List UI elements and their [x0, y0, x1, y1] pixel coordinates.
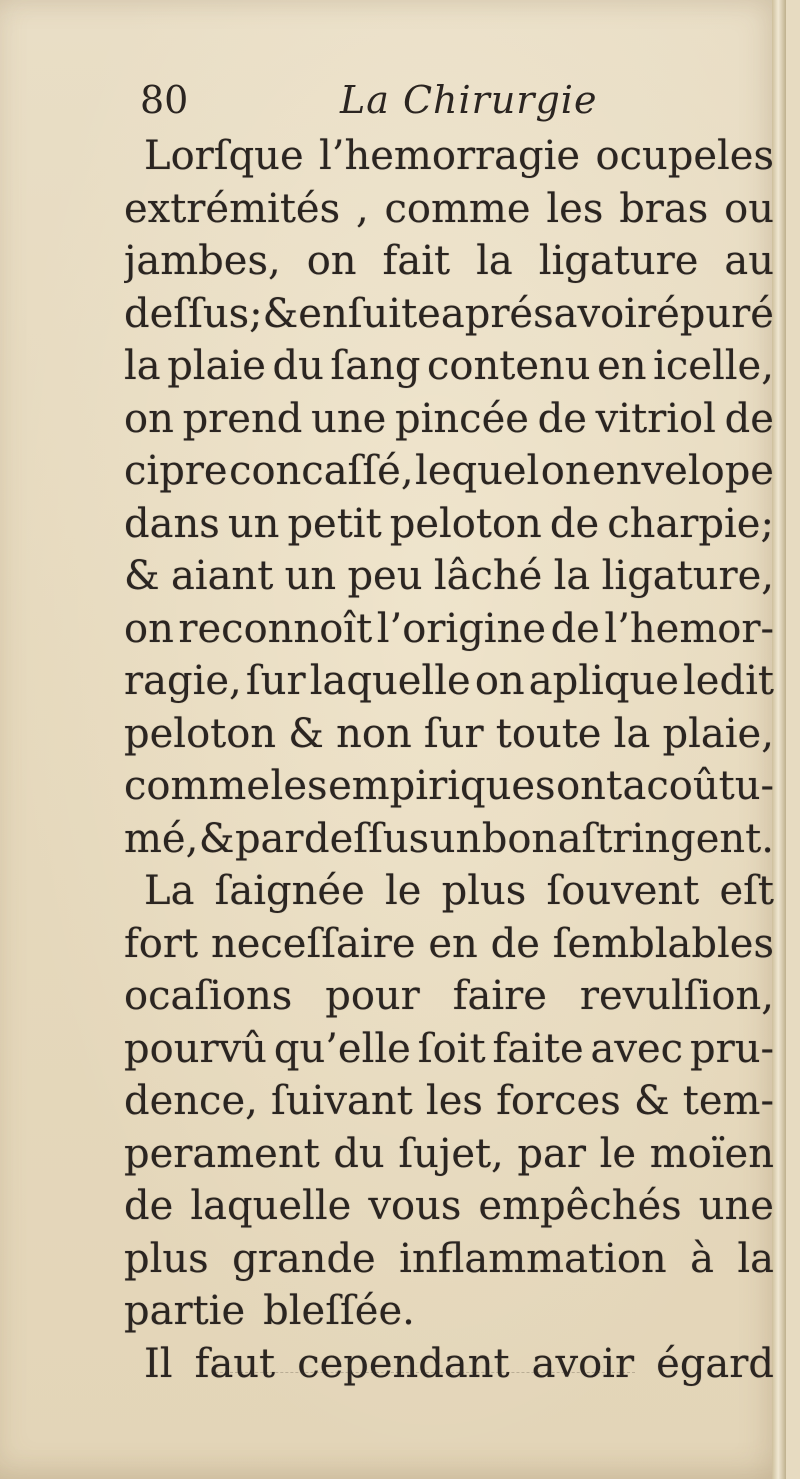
word: petit [287, 500, 382, 547]
word: tem- [682, 1078, 774, 1124]
word: avoir [531, 1340, 635, 1387]
word: de [724, 395, 774, 442]
word: une [311, 395, 387, 442]
word: deſſus; [124, 290, 263, 337]
word: deſſus [304, 815, 430, 862]
word: du [272, 343, 324, 389]
word: enſuite [298, 290, 441, 337]
word: on [474, 658, 525, 704]
paragraph [124, 130, 774, 865]
word: pru- [689, 1025, 774, 1072]
word: neceſſaire [210, 920, 416, 967]
word: charpie; [607, 500, 774, 547]
word: ſemblables [552, 920, 774, 967]
word: ſang [330, 343, 421, 389]
word: on [306, 238, 357, 284]
word: extrémités [124, 185, 341, 232]
word: un [284, 553, 337, 599]
word: concaſſé, [229, 448, 414, 494]
text-line [124, 865, 774, 918]
word: jambes, [124, 238, 281, 284]
word: par [517, 1130, 586, 1177]
text-line [124, 760, 774, 813]
text-line [124, 340, 774, 393]
word: vous [368, 1183, 462, 1229]
word: plus [124, 1235, 209, 1282]
word: de [124, 1183, 174, 1229]
word: la [613, 710, 651, 757]
page-edge [772, 0, 786, 1479]
text-line [124, 1180, 774, 1233]
word: faire [452, 973, 547, 1019]
text-line [124, 970, 774, 1023]
text-line [124, 1075, 774, 1128]
word: ligature, [601, 553, 774, 599]
word: en [597, 343, 647, 389]
word: la [737, 1235, 774, 1282]
word: l’hemorragie [318, 133, 581, 179]
word: ſaignée [214, 868, 365, 914]
text-line [124, 1285, 774, 1338]
word: dence, [124, 1078, 258, 1124]
body-text [124, 130, 774, 1390]
word: ocaſions [124, 973, 293, 1019]
word: du [333, 1130, 385, 1177]
word: & [288, 710, 324, 757]
word: Lorſque [144, 133, 304, 179]
word: aplique [528, 658, 679, 704]
word: de [490, 920, 540, 967]
text-line [124, 1128, 774, 1181]
word: pincée [395, 395, 529, 442]
word: l’origine [376, 605, 547, 652]
word: plus [441, 868, 527, 914]
word: avec [590, 1025, 684, 1072]
text-line [124, 550, 774, 603]
word: pour [325, 973, 420, 1019]
word: prend [182, 395, 303, 442]
word: ocupeles [595, 133, 774, 179]
word: , [355, 185, 369, 232]
word: cependant [297, 1340, 510, 1387]
word: toute [495, 710, 602, 757]
word: fort [124, 920, 199, 967]
word: peloton [389, 500, 542, 547]
word: faite [492, 1025, 584, 1072]
word: lequel [415, 448, 540, 494]
paragraph [124, 865, 774, 1338]
word: de [550, 605, 600, 652]
word: aprés [440, 290, 554, 337]
word: ſouvent [546, 868, 700, 914]
word: & [633, 1078, 670, 1124]
word: & [198, 815, 235, 862]
text-line [124, 498, 774, 551]
word: comme [384, 185, 531, 232]
word: un [227, 500, 280, 547]
word: au [724, 238, 774, 284]
word: un [429, 815, 482, 862]
word: bleſſée. [263, 1288, 415, 1334]
catchword-rule [215, 1372, 635, 1377]
word: acoûtu- [622, 763, 774, 809]
word: les [425, 1078, 483, 1124]
word: eſt [719, 868, 774, 914]
word: une [698, 1183, 774, 1229]
word: forces [496, 1078, 621, 1124]
word: on [540, 448, 591, 494]
word: plaie, [662, 710, 774, 757]
word: empiriques [328, 763, 556, 809]
word: reconnoît [178, 605, 373, 652]
word: la [553, 553, 591, 599]
word: fait [382, 238, 451, 284]
word: cipre [124, 448, 228, 494]
word: lâché [433, 553, 543, 599]
word: ligature [538, 238, 699, 284]
word: ſur [423, 710, 484, 757]
text-line [124, 393, 774, 446]
word: peloton [124, 710, 277, 757]
text-line [124, 130, 774, 183]
word: de [537, 395, 587, 442]
text-line [124, 918, 774, 971]
word: plaie [167, 343, 266, 389]
word: on [124, 395, 174, 442]
word: l’hemor- [604, 605, 774, 652]
word: égard [656, 1340, 774, 1387]
text-line [124, 813, 774, 866]
word: icelle, [653, 343, 774, 389]
word: ragie, [124, 658, 242, 704]
text-line [124, 1338, 774, 1391]
word: non [336, 710, 412, 757]
word: vitriol [595, 395, 716, 442]
page-header [140, 74, 760, 126]
word: ſujet, [398, 1130, 504, 1177]
text-line [124, 288, 774, 341]
word: comme [124, 763, 271, 809]
word: par [234, 815, 304, 862]
word: avoir [553, 290, 657, 337]
word: & [124, 553, 160, 599]
text-line [124, 708, 774, 761]
word: épuré [656, 290, 774, 337]
text-line [124, 655, 774, 708]
word: la [124, 343, 161, 389]
word: mé, [124, 815, 199, 862]
word: laquelle [309, 658, 471, 704]
word: la [476, 238, 513, 284]
word: ſuivant [271, 1078, 413, 1124]
word: ſur [245, 658, 306, 704]
word: ont [556, 763, 623, 809]
word: & [262, 290, 299, 337]
word: revulſion, [579, 973, 774, 1019]
word: inflammation [399, 1235, 667, 1282]
word: les [546, 185, 604, 232]
word: en [428, 920, 478, 967]
word: aiant [170, 553, 274, 599]
word: on [124, 605, 174, 652]
page-number: 80 [140, 78, 189, 122]
text-line [124, 603, 774, 656]
word: bras [619, 185, 709, 232]
word: bon [481, 815, 558, 862]
word: laquelle [190, 1183, 352, 1229]
word: perament [124, 1130, 320, 1177]
word: ledit [683, 658, 774, 704]
word: aſtringent. [557, 815, 774, 862]
word: dans [124, 500, 220, 547]
text-line [124, 445, 774, 498]
word: empêchés [478, 1183, 682, 1229]
word: La [144, 868, 195, 914]
word: de [549, 500, 600, 547]
word: à [690, 1235, 714, 1282]
word: Il [144, 1340, 173, 1387]
text-line [124, 183, 774, 236]
paragraph [124, 1338, 774, 1391]
word: ou [724, 185, 774, 232]
word: contenu [427, 343, 591, 389]
word: partie [124, 1288, 246, 1334]
word: moïen [649, 1130, 774, 1177]
word: faut [194, 1340, 276, 1387]
text-line [124, 235, 774, 288]
word: grande [232, 1235, 376, 1282]
word: qu’elle [273, 1025, 411, 1072]
text-line [124, 1023, 774, 1076]
word: envelope [592, 448, 774, 494]
word: le [599, 1130, 637, 1177]
running-title: La Chirurgie [340, 78, 598, 122]
word: ſoit [417, 1025, 486, 1072]
text-line [124, 1233, 774, 1286]
word: peu [347, 553, 423, 599]
word: le [384, 868, 422, 914]
word: pourvû [124, 1025, 267, 1072]
word: les [270, 763, 328, 809]
